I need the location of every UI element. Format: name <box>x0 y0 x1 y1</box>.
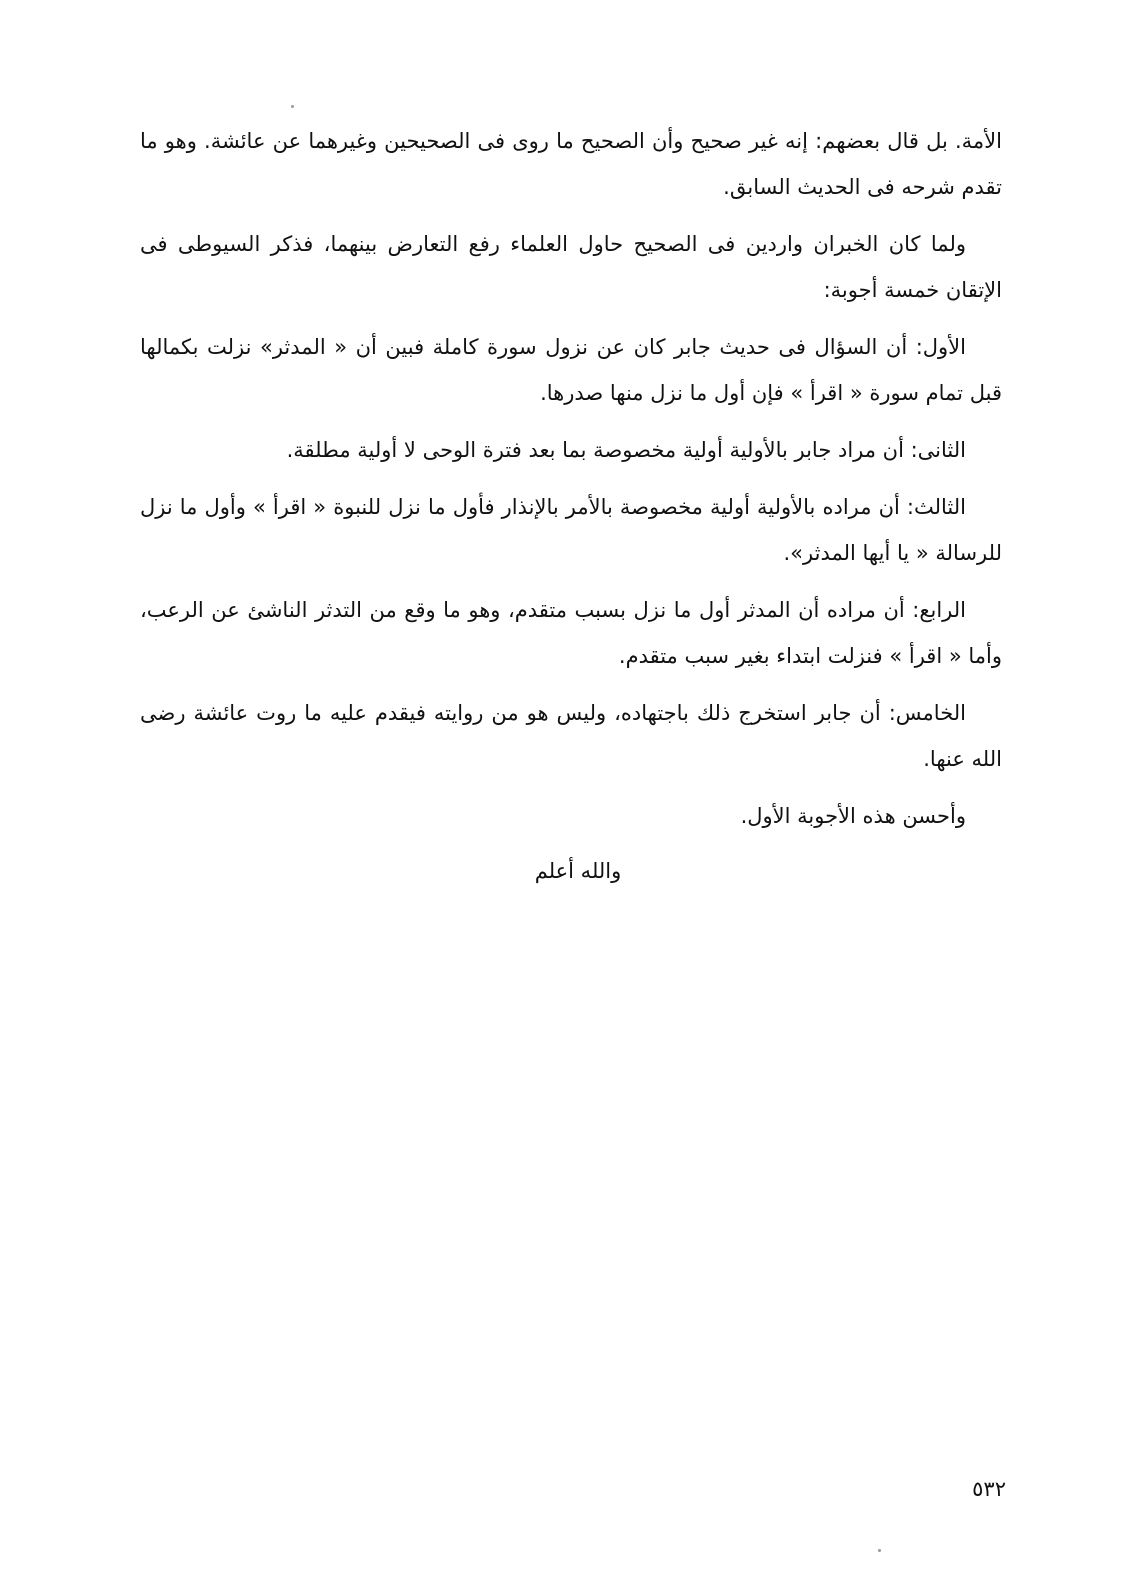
paragraph-continuation: الأمة. بل قال بعضهم: إنه غير صحيح وأن الصحيح ما روى فى الصحيحين وغيرهما عن عائشة. وهو ما تقدم شرحه فى الحديث السابق. <box>140 129 1002 199</box>
scan-speck <box>291 105 294 108</box>
paragraph-conclusion: وأحسن هذه الأجوبة الأول. <box>740 804 966 828</box>
paragraph-answer-5: الخامس: أن جابر استخرج ذلك باجتهاده، وليس هو من روايته فيقدم عليه ما روت عائشة رضى الله عنها. <box>140 701 1002 771</box>
paragraph-answer-3: الثالث: أن مراده بالأولية أولية مخصوصة بالأمر بالإنذار فأول ما نزل للنبوة « اقرأ » وأول ما نزل للرسالة « يا أيها المدثر». <box>140 495 1002 565</box>
paragraph-answer-2: الثانى: أن مراد جابر بالأولية أولية مخصوصة بما بعد فترة الوحى لا أولية مطلقة. <box>286 438 966 462</box>
closing-text: والله أعلم <box>534 859 622 883</box>
paragraph-intro: ولما كان الخبران واردين فى الصحيح حاول العلماء رفع التعارض بينهما، فذكر السيوطى فى الإتقان خمسة أجوبة: <box>140 232 1002 302</box>
body-text <box>140 118 1002 850</box>
paragraph-answer-1: الأول: أن السؤال فى حديث جابر كان عن نزول سورة كاملة فبين أن « المدثر» نزلت بكمالها قبل تمام سورة « اقرأ » فإن أول ما نزل منها صدرها. <box>140 335 1002 405</box>
paragraph-answer-4: الرابع: أن مراده أن المدثر أول ما نزل بسبب متقدم، وهو ما وقع من التدثر الناشئ عن الرعب، وأما « اقرأ » فنزلت ابتداء بغير سبب متقدم. <box>140 598 1002 668</box>
scan-speck <box>878 1549 881 1552</box>
page-number: ٥٣٢ <box>972 1477 1006 1501</box>
closing-line <box>0 848 1136 894</box>
